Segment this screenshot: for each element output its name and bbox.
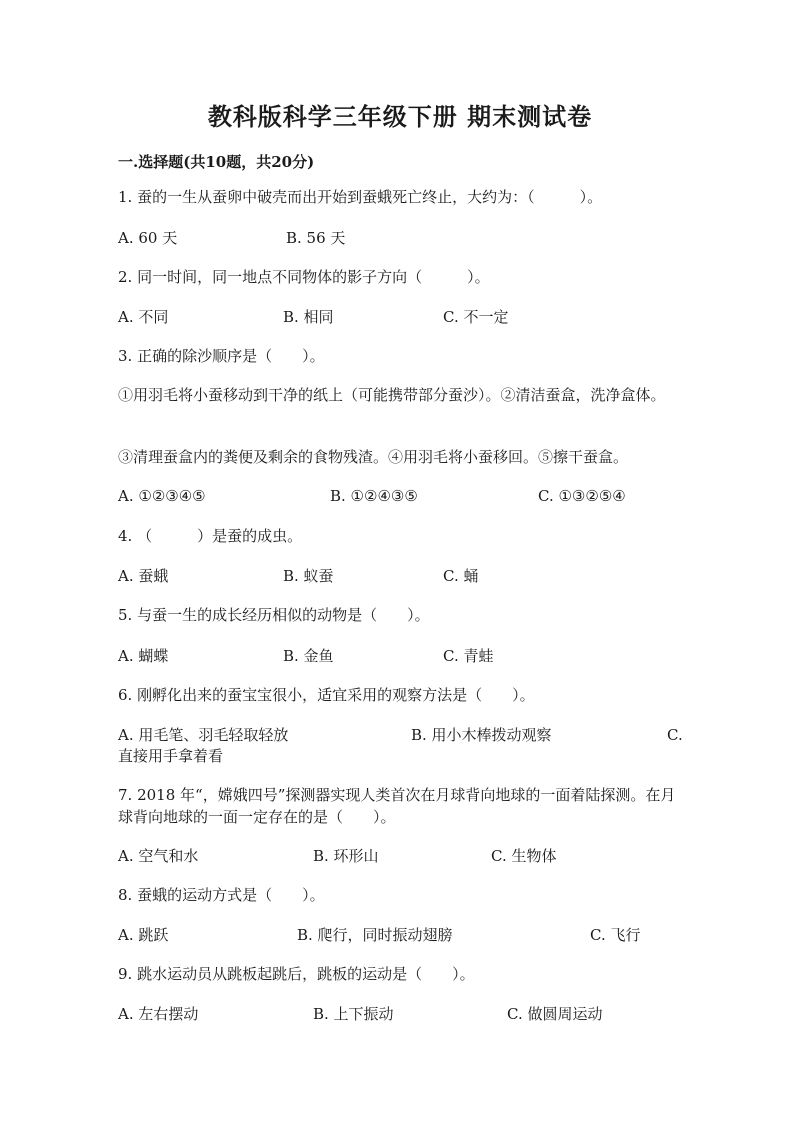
question-1-option-a: A. 60 天 bbox=[118, 229, 178, 247]
question-6-option-a: A. 用毛笔、羽毛轻取轻放 bbox=[118, 726, 289, 744]
question-7-option-b: B. 环形山 bbox=[313, 847, 379, 865]
question-7-option-c: C. 生物体 bbox=[491, 847, 557, 865]
question-9-option-c: C. 做圆周运动 bbox=[507, 1005, 603, 1023]
question-3-paragraph-2: ③清理蚕盒内的粪便及剩余的食物残渣。④用羽毛将小蚕移回。⑤擦干蚕盒。 bbox=[118, 448, 629, 466]
question-3-stem: 3. 正确的除沙顺序是（ ）。 bbox=[118, 347, 325, 365]
question-8-stem: 8. 蚕蛾的运动方式是（ ）。 bbox=[118, 886, 325, 904]
question-9-stem: 9. 跳水运动员从跳板起跳后，跳板的运动是（ ）。 bbox=[118, 965, 475, 983]
question-8-option-b: B. 爬行，同时振动翅膀 bbox=[297, 926, 453, 944]
question-2-option-a: A. 不同 bbox=[118, 308, 169, 326]
question-5-option-a: A. 蝴蝶 bbox=[118, 647, 169, 665]
question-5-stem: 5. 与蚕一生的成长经历相似的动物是（ ）。 bbox=[118, 606, 430, 624]
question-8-option-a: A. 跳跃 bbox=[118, 926, 169, 944]
question-3-option-c: C. ①③②⑤④ bbox=[538, 487, 626, 505]
question-4-option-b: B. 蚁蚕 bbox=[283, 567, 334, 585]
question-9-option-a: A. 左右摆动 bbox=[118, 1005, 199, 1023]
question-4-stem: 4. （ ）是蚕的成虫。 bbox=[118, 527, 303, 545]
question-3-option-b: B. ①②④③⑤ bbox=[330, 487, 418, 505]
question-6-option-b: B. 用小木棒拨动观察 bbox=[411, 726, 552, 744]
question-9-option-b: B. 上下振动 bbox=[313, 1005, 394, 1023]
question-6-option-c-text: 直接用手拿着看 bbox=[118, 747, 224, 765]
question-1-option-b: B. 56 天 bbox=[286, 229, 346, 247]
page-title: 教科版科学三年级下册 期末测试卷 bbox=[207, 102, 593, 131]
question-2-option-b: B. 相同 bbox=[283, 308, 334, 326]
question-1-stem: 1. 蚕的一生从蚕卵中破壳而出开始到蚕蛾死亡终止，大约为：（ ）。 bbox=[118, 188, 603, 206]
question-5-option-c: C. 青蛙 bbox=[443, 647, 494, 665]
question-6-option-c-letter: C. bbox=[667, 726, 683, 744]
question-8-option-c: C. 飞行 bbox=[590, 926, 641, 944]
question-5-option-b: B. 金鱼 bbox=[283, 647, 334, 665]
question-4-option-a: A. 蚕蛾 bbox=[118, 567, 169, 585]
question-2-option-c: C. 不一定 bbox=[443, 308, 509, 326]
question-4-option-c: C. 蛹 bbox=[443, 567, 479, 585]
question-7-stem: 7. 2018 年“，嫦娥四号”探测器实现人类首次在月球背向地球的一面着陆探测。在月球背向地球的一面一定存在的是（ ）。 bbox=[118, 786, 676, 826]
question-3-option-a: A. ①②③④⑤ bbox=[118, 487, 206, 505]
question-3-paragraph-1: ①用羽毛将小蚕移动到干净的纸上（可能携带部分蚕沙）。②清洁蚕盒，洗净盒体。 bbox=[118, 386, 666, 404]
question-2-stem: 2. 同一时间，同一地点不同物体的影子方向（ ）。 bbox=[118, 268, 490, 286]
section-heading: 一.选择题(共10题，共20分) bbox=[118, 153, 315, 171]
question-6-stem: 6. 刚孵化出来的蚕宝宝很小，适宜采用的观察方法是（ ）。 bbox=[118, 686, 535, 704]
question-7-option-a: A. 空气和水 bbox=[118, 847, 199, 865]
